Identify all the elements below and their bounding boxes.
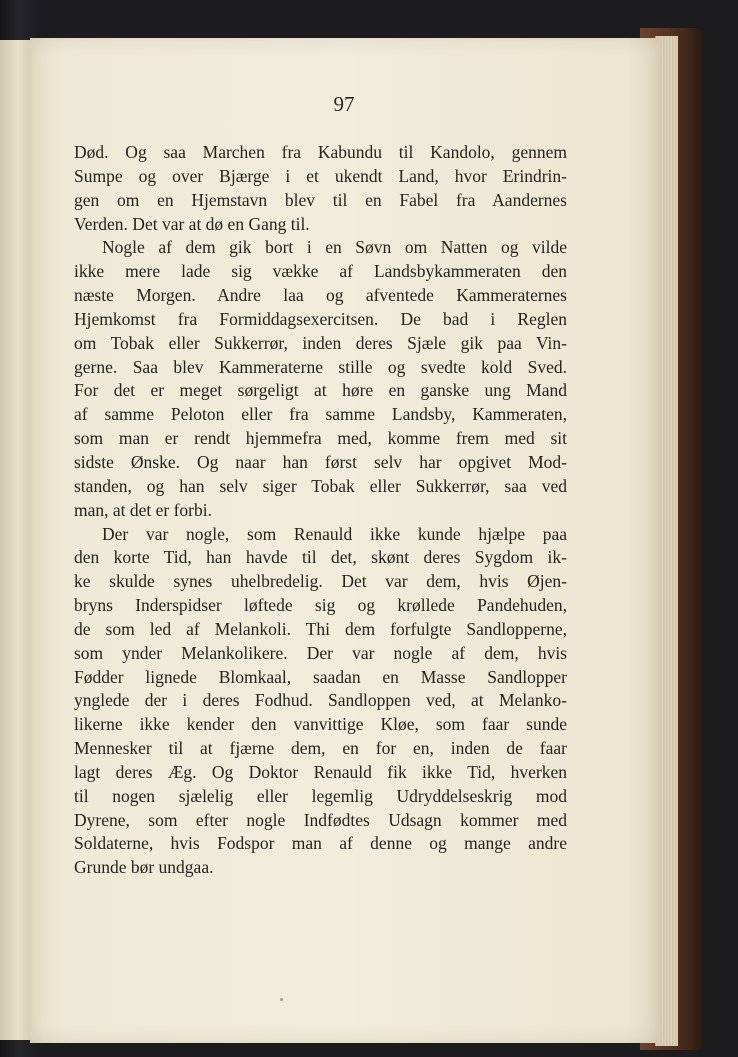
paper-speck xyxy=(280,998,283,1001)
text-line: Nogle af dem gik bort i en Søvn om Natten og vilde xyxy=(102,237,567,258)
text-line: ikke mere lade sig vække af Landsbykammeraten den xyxy=(74,261,567,282)
text-line: gerne. Saa blev Kammeraterne stille og svedte kold Sved. xyxy=(74,356,567,377)
text-line: den korte Tid, han havde til det, skønt deres Sygdom ik- xyxy=(74,547,567,568)
text-line: lagt deres Æg. Og Doktor Renauld fik ikke Tid, hverken xyxy=(74,761,567,782)
page-text xyxy=(74,141,567,880)
text-line: standen, og han selv siger Tobak eller Sukkerrør, saa ved xyxy=(74,475,567,496)
text-line: Mennesker til at fjærne dem, en for en, inden de faar xyxy=(74,738,567,759)
text-line: næste Morgen. Andre laa og afventede Kammeraternes xyxy=(74,285,567,306)
text-line: som ynder Melankolikere. Der var nogle af dem, hvis xyxy=(74,642,567,663)
text-line: om Tobak eller Sukkerrør, inden deres Sjæle gik paa Vin- xyxy=(74,332,567,353)
text-line: ke skulde synes uhelbredelig. Det var dem, hvis Øjen- xyxy=(74,571,567,592)
text-line: man, at det er forbi. xyxy=(74,499,213,520)
text-line: til nogen sjælelig eller legemlig Udryddelseskrig mod xyxy=(74,785,567,806)
text-line: Verden. Det var at dø en Gang til. xyxy=(74,213,310,234)
page-number: 97 xyxy=(333,92,355,116)
text-line: Dyrene, som efter nogle Indfødtes Udsagn kommer med xyxy=(74,809,567,830)
text-line: Død. Og saa Marchen fra Kabundu til Kandolo, gennem xyxy=(74,142,567,162)
page-stack-edge xyxy=(655,36,678,1046)
text-line: For det er meget sørgeligt at høre en ganske ung Mand xyxy=(74,380,567,401)
text-line: sidste Ønske. Og naar han først selv har opgivet Mod- xyxy=(74,451,567,472)
text-line: Fødder lignede Blomkaal, saadan en Masse Sandlopper xyxy=(74,666,567,687)
text-line: ynglede der i deres Fodhud. Sandloppen ved, at Melanko- xyxy=(74,690,567,711)
text-line: Sumpe og over Bjærge i et ukendt Land, hvor Erindrin- xyxy=(74,165,567,186)
text-line: gen om en Hjemstavn blev til en Fabel fra Aandernes xyxy=(74,189,567,210)
book-page xyxy=(30,38,658,1043)
previous-page-edge xyxy=(0,40,31,1040)
text-line: bryns Inderspidser løftede sig og krøllede Pandehuden, xyxy=(74,595,567,616)
text-line: Hjemkomst fra Formiddagsexercitsen. De bad i Reglen xyxy=(74,308,567,329)
text-line: likerne ikke kender den vanvittige Kløe, som faar sunde xyxy=(74,714,567,735)
text-line: Der var nogle, som Renauld ikke kunde hjælpe paa xyxy=(102,523,567,544)
text-line: Soldaterne, hvis Fodspor man af denne og mange andre xyxy=(74,833,567,854)
text-line: som man er rendt hjemmefra med, komme frem med sit xyxy=(74,428,567,449)
text-line: Grunde bør undgaa. xyxy=(74,857,214,878)
text-line: af samme Peloton eller fra samme Landsby, Kammeraten, xyxy=(74,404,567,425)
text-line: de som led af Melankoli. Thi dem forfulgte Sandlopperne, xyxy=(74,618,567,639)
